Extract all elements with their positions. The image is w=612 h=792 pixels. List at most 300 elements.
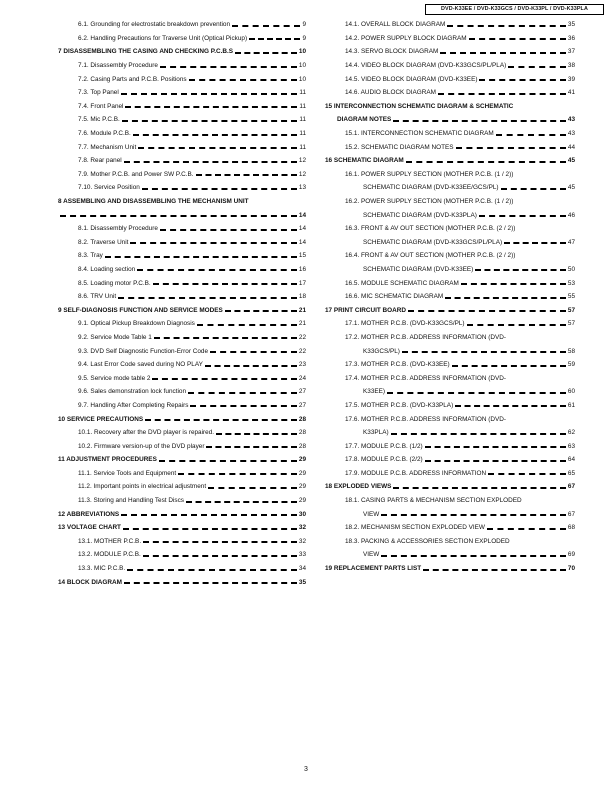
toc-entry-page: 14 xyxy=(298,211,306,219)
toc-leader-dots xyxy=(142,188,297,190)
toc-entry-page: 36 xyxy=(567,34,575,42)
toc-entry-title: 7.6. Module P.C.B. xyxy=(78,130,131,138)
toc-leader-dots xyxy=(456,147,566,149)
toc-entry[interactable] xyxy=(325,100,575,114)
toc-entry[interactable] xyxy=(58,507,306,521)
toc-leader-dots xyxy=(188,392,297,394)
toc-entry-title: 17.4. MOTHER P.C.B. ADDRESS INFORMATION (DVD- xyxy=(345,374,506,382)
toc-entry[interactable] xyxy=(58,32,306,46)
toc-entry-title: 14.3. SERVO BLOCK DIAGRAM xyxy=(345,48,439,56)
toc-entry[interactable] xyxy=(58,72,306,86)
toc-entry[interactable] xyxy=(325,507,575,521)
toc-leader-dots xyxy=(154,337,297,339)
toc-entry-title: 17.3. MOTHER P.C.B. (DVD-K33EE) xyxy=(345,361,450,369)
toc-entry-page: 43 xyxy=(567,130,575,138)
toc-leader-dots xyxy=(508,66,566,68)
toc-leader-dots xyxy=(501,188,566,190)
toc-entry[interactable] xyxy=(325,263,575,277)
toc-leader-dots xyxy=(152,378,296,380)
toc-leader-dots xyxy=(189,79,297,81)
toc-entry[interactable] xyxy=(325,276,575,290)
toc-entry[interactable] xyxy=(325,32,575,46)
toc-entry-title: 11.3. Storing and Handling Test Discs xyxy=(78,497,184,505)
toc-leader-dots xyxy=(467,324,566,326)
toc-entry[interactable] xyxy=(58,548,306,562)
toc-entry-title: 7 DISASSEMBLING THE CASING AND CHECKING P.C.B.S xyxy=(58,48,234,56)
toc-leader-dots xyxy=(479,79,565,81)
toc-entry-title: 13.1. MOTHER P.C.B. xyxy=(78,537,142,545)
toc-entry-title: 10 SERVICE PRECAUTIONS xyxy=(58,415,144,423)
toc-leader-dots xyxy=(391,433,566,435)
toc-entry-title: 16.4. FRONT & AV OUT SECTION (MOTHER P.C.B. (2 / 2)) xyxy=(345,252,516,260)
toc-entry-title: 15.2. SCHEMATIC DIAGRAM NOTES xyxy=(345,143,454,151)
toc-entry[interactable] xyxy=(58,385,306,399)
toc-leader-dots xyxy=(122,120,298,122)
toc-entry-title: SCHEMATIC DIAGRAM (DVD-K33EE/GCS/PL) xyxy=(363,184,499,192)
toc-entry-page: 65 xyxy=(567,469,575,477)
toc-leader-dots xyxy=(137,269,297,271)
toc-entry-page: 50 xyxy=(567,265,575,273)
toc-entry[interactable] xyxy=(58,100,306,114)
toc-entry-page: 11 xyxy=(299,89,306,97)
toc-leader-dots xyxy=(133,134,298,136)
toc-entry-page: 13 xyxy=(298,184,306,192)
toc-entry-page: 30 xyxy=(298,510,306,518)
toc-entry-page: 32 xyxy=(298,524,306,532)
toc-entry[interactable] xyxy=(58,426,306,440)
toc-entry-page: 29 xyxy=(298,456,306,464)
toc-entry-page: 28 xyxy=(298,442,306,450)
toc-entry-title: 9.2. Service Mode Table 1 xyxy=(78,333,152,341)
toc-leader-dots xyxy=(408,310,566,312)
toc-leader-dots xyxy=(479,215,566,217)
toc-entry-page: 14 xyxy=(298,238,306,246)
toc-entry[interactable] xyxy=(325,358,575,372)
toc-entry[interactable] xyxy=(325,236,575,250)
toc-entry-page: 67 xyxy=(567,483,575,491)
page-number: 3 xyxy=(304,766,308,773)
toc-entry[interactable] xyxy=(325,303,575,317)
toc-entry-page: 22 xyxy=(298,347,306,355)
toc-entry-page: 34 xyxy=(298,565,306,573)
toc-entry-page: 14 xyxy=(298,225,306,233)
toc-entry[interactable] xyxy=(325,494,575,508)
toc-entry-page: 58 xyxy=(567,347,575,355)
toc-entry[interactable] xyxy=(325,72,575,86)
toc-entry-title: 7.3. Top Panel xyxy=(78,89,119,97)
toc-entry[interactable] xyxy=(58,236,306,250)
toc-entry-page: 29 xyxy=(298,483,306,491)
toc-entry-page: 35 xyxy=(567,21,575,29)
toc-entry-title: 14.2. POWER SUPPLY BLOCK DIAGRAM xyxy=(345,34,467,42)
toc-entry-title: 9.1. Optical Pickup Breakdown Diagnosis xyxy=(78,320,195,328)
toc-entry-page: 45 xyxy=(567,157,575,165)
toc-leader-dots xyxy=(127,569,297,571)
toc-leader-dots xyxy=(232,25,300,27)
toc-entry[interactable] xyxy=(325,140,575,154)
toc-entry-page: 38 xyxy=(567,62,575,70)
toc-leader-dots xyxy=(440,52,566,54)
toc-entry[interactable] xyxy=(325,344,575,358)
toc-entry-title: 7.5. Mic P.C.B. xyxy=(78,116,120,124)
toc-entry[interactable] xyxy=(325,453,575,467)
toc-entry[interactable] xyxy=(325,168,575,182)
toc-entry-title: 8.6. TRV Unit xyxy=(78,293,117,301)
toc-entry[interactable] xyxy=(58,290,306,304)
toc-leader-dots xyxy=(178,473,297,475)
toc-entry-title: SCHEMATIC DIAGRAM (DVD-K33GCS/PL/PLA) xyxy=(363,238,503,246)
toc-entry[interactable] xyxy=(325,480,575,494)
toc-entry-title: 7.1. Disassembly Procedure xyxy=(78,62,158,70)
toc-leader-dots xyxy=(160,229,297,231)
toc-entry[interactable] xyxy=(325,331,575,345)
toc-leader-dots xyxy=(496,134,566,136)
toc-entry[interactable] xyxy=(325,86,575,100)
toc-leader-dots xyxy=(452,365,566,367)
toc-entry-title: SCHEMATIC DIAGRAM (DVD-K33PLA) xyxy=(363,211,477,219)
toc-leader-dots xyxy=(381,514,566,516)
toc-entry-title: 7.8. Rear panel xyxy=(78,157,122,165)
toc-entry-page: 39 xyxy=(567,75,575,83)
toc-leader-dots xyxy=(143,541,297,543)
toc-leader-dots xyxy=(121,93,298,95)
toc-leader-dots xyxy=(124,161,297,163)
toc-entry[interactable] xyxy=(58,412,306,426)
toc-leader-dots xyxy=(487,528,566,530)
toc-entry-page: 9 xyxy=(302,21,306,29)
toc-entry-page: 46 xyxy=(567,211,575,219)
toc-entry-page: 59 xyxy=(567,361,575,369)
toc-entry[interactable] xyxy=(58,399,306,413)
toc-entry-title: 18.2. MECHANISM SECTION EXPLODED VIEW xyxy=(345,524,485,532)
toc-entry[interactable] xyxy=(325,195,575,209)
toc-entry[interactable] xyxy=(58,344,306,358)
toc-entry-title: 16.1. POWER SUPPLY SECTION (MOTHER P.C.B. (1 / 2)) xyxy=(345,170,514,178)
toc-entry-page: 44 xyxy=(567,143,575,151)
toc-entry[interactable] xyxy=(58,453,306,467)
toc-leader-dots xyxy=(130,242,296,244)
toc-entry-page: 21 xyxy=(298,320,306,328)
toc-entry[interactable] xyxy=(58,222,306,236)
model-header-tag: DVD-K33EE / DVD-K33GCS / DVD-K33PL / DVD-K33PLA xyxy=(425,4,604,15)
toc-entry[interactable] xyxy=(58,562,306,576)
toc-entry[interactable] xyxy=(325,426,575,440)
toc-entry-title: 6.1. Grounding for electrostatic breakdown prevention xyxy=(78,21,231,29)
toc-entry[interactable] xyxy=(58,140,306,154)
toc-entry-page: 27 xyxy=(298,388,306,396)
toc-entry-page: 61 xyxy=(567,401,575,409)
toc-entry-title: 16 SCHEMATIC DIAGRAM xyxy=(325,157,404,165)
toc-entry[interactable] xyxy=(325,562,575,576)
toc-leader-dots xyxy=(196,174,297,176)
toc-entry-title: 13.3. MIC P.C.B. xyxy=(78,565,126,573)
toc-leader-dots xyxy=(447,25,566,27)
toc-entry-title: 13.2. MODULE P.C.B. xyxy=(78,551,141,559)
toc-leader-dots xyxy=(208,487,297,489)
toc-leader-dots xyxy=(105,256,297,258)
toc-entry-title: 16.6. MIC SCHEMATIC DIAGRAM xyxy=(345,293,444,301)
toc-entry[interactable] xyxy=(58,439,306,453)
toc-entry-title: 12 ABBREVIATIONS xyxy=(58,510,120,518)
toc-entry-page: 22 xyxy=(298,333,306,341)
toc-entry-title: 7.7. Mechanism Unit xyxy=(78,143,137,151)
toc-entry-page: 57 xyxy=(567,320,575,328)
toc-entry-title: 14.6. AUDIO BLOCK DIAGRAM xyxy=(345,89,436,97)
toc-entry-title: DIAGRAM NOTES xyxy=(337,116,392,124)
toc-entry-title: 17.8. MODULE P.C.B. (2/2) xyxy=(345,456,423,464)
toc-entry-page: 21 xyxy=(298,306,306,314)
toc-entry-page: 23 xyxy=(298,361,306,369)
toc-leader-dots xyxy=(197,324,297,326)
toc-entry-page: 18 xyxy=(298,293,306,301)
toc-entry-title: K33GCS/PL) xyxy=(363,347,400,355)
toc-entry[interactable] xyxy=(58,467,306,481)
toc-entry-title: 14.4. VIDEO BLOCK DIAGRAM (DVD-K33GCS/PL/PLA) xyxy=(345,62,507,70)
toc-entry-title: 11.1. Service Tools and Equipment xyxy=(78,469,177,477)
toc-entry-page: 16 xyxy=(298,265,306,273)
toc-entry[interactable] xyxy=(58,358,306,372)
toc-entry-title: 15.1. INTERCONNECTION SCHEMATIC DIAGRAM xyxy=(345,130,494,138)
toc-entry-title: 17.7. MODULE P.C.B. (1/2) xyxy=(345,442,423,450)
toc-entry[interactable] xyxy=(325,181,575,195)
toc-leader-dots xyxy=(469,38,566,40)
toc-entry[interactable] xyxy=(58,331,306,345)
toc-leader-dots xyxy=(235,52,297,54)
toc-entry-page: 27 xyxy=(298,401,306,409)
toc-entry[interactable] xyxy=(58,303,306,317)
toc-entry-title: 13 VOLTAGE CHART xyxy=(58,524,121,532)
toc-entry-title: K33EE) xyxy=(363,388,386,396)
toc-entry[interactable] xyxy=(58,276,306,290)
toc-entry-title: 9.3. DVD Self Diagnostic Function-Error Code xyxy=(78,347,208,355)
toc-leader-dots xyxy=(504,242,566,244)
toc-entry-page: 43 xyxy=(567,116,575,124)
toc-entry-title: 8.2. Traverse Unit xyxy=(78,238,129,246)
toc-leader-dots xyxy=(121,514,297,516)
toc-entry-page: 10 xyxy=(298,62,306,70)
toc-leader-dots xyxy=(125,106,297,108)
toc-entry-title: 14 BLOCK DIAGRAM xyxy=(58,578,122,586)
toc-entry-page: 70 xyxy=(567,565,575,573)
toc-entry-title: 14.1. OVERALL BLOCK DIAGRAM xyxy=(345,21,446,29)
toc-entry-title: 19 REPLACEMENT PARTS LIST xyxy=(325,565,422,573)
toc-leader-dots xyxy=(145,419,297,421)
toc-entry-page: 24 xyxy=(298,374,306,382)
toc-entry-title: 17.2. MOTHER P.C.B. ADDRESS INFORMATION (DVD- xyxy=(345,333,506,341)
toc-entry-title: 16.2. POWER SUPPLY SECTION (MOTHER P.C.B. (1 / 2)) xyxy=(345,198,514,206)
toc-entry-title: 16.5. MODULE SCHEMATIC DIAGRAM xyxy=(345,279,459,287)
toc-leader-dots xyxy=(423,569,566,571)
toc-entry-page: 12 xyxy=(298,170,306,178)
toc-entry[interactable] xyxy=(58,521,306,535)
toc-entry-title: 9.6. Sales demonstration lock function xyxy=(78,388,186,396)
toc-entry-title: 18.3. PACKING & ACCESSORIES SECTION EXPLODED xyxy=(345,537,510,545)
toc-entry-title: 8 ASSEMBLING AND DISASSEMBLING THE MECHANISM UNIT xyxy=(58,198,249,206)
toc-leader-dots xyxy=(475,269,566,271)
toc-entry[interactable] xyxy=(325,59,575,73)
toc-entry[interactable] xyxy=(325,521,575,535)
toc-entry-title: 7.10. Service Position xyxy=(78,184,140,192)
toc-entry-page: 11 xyxy=(299,116,306,124)
toc-entry-title: 7.9. Mother P.C.B. and Power SW P.C.B. xyxy=(78,170,194,178)
toc-entry-title: 8.4. Loading section xyxy=(78,265,136,273)
toc-leader-dots xyxy=(210,351,297,353)
toc-entry-page: 57 xyxy=(567,306,575,314)
toc-leader-dots xyxy=(153,283,297,285)
toc-entry[interactable] xyxy=(325,371,575,385)
toc-entry[interactable] xyxy=(325,113,575,127)
toc-entry-title: 6.2. Handling Precautions for Traverse Unit (Optical Pickup) xyxy=(78,34,248,42)
toc-entry[interactable] xyxy=(325,208,575,222)
toc-entry-title: 10.1. Recovery after the DVD player is repaired. xyxy=(78,429,215,437)
toc-entry-title: VIEW xyxy=(363,551,380,559)
toc-entry-page: 45 xyxy=(567,184,575,192)
toc-entry-title: 16.3. FRONT & AV OUT SECTION (MOTHER P.C.B. (2 / 2)) xyxy=(345,225,516,233)
toc-entry-page: 32 xyxy=(298,537,306,545)
toc-leader-dots xyxy=(455,405,566,407)
toc-entry-page: 41 xyxy=(567,89,575,97)
toc-entry[interactable] xyxy=(58,317,306,331)
toc-entry[interactable] xyxy=(58,154,306,168)
toc-leader-dots xyxy=(138,147,297,149)
toc-entry[interactable] xyxy=(58,59,306,73)
toc-entry-page: 60 xyxy=(567,388,575,396)
toc-entry-title: 17.1. MOTHER P.C.B. (DVD-K33GCS/PL) xyxy=(345,320,465,328)
toc-entry-page: 62 xyxy=(567,429,575,437)
toc-entry-title: K33PLA) xyxy=(363,429,389,437)
toc-entry-page: 9 xyxy=(302,34,306,42)
toc-leader-dots xyxy=(425,460,566,462)
toc-leader-dots xyxy=(159,460,297,462)
toc-entry[interactable] xyxy=(58,249,306,263)
toc-leader-dots xyxy=(160,66,297,68)
toc-entry[interactable] xyxy=(325,399,575,413)
toc-entry-page: 33 xyxy=(298,551,306,559)
toc-entry[interactable] xyxy=(325,127,575,141)
toc-entry-page: 12 xyxy=(298,157,306,165)
toc-entry[interactable] xyxy=(325,412,575,426)
toc-leader-dots xyxy=(60,215,297,217)
toc-entry-title: 18 EXPLODED VIEWS xyxy=(325,483,392,491)
toc-entry[interactable] xyxy=(58,86,306,100)
toc-leader-dots xyxy=(461,283,566,285)
toc-entry-page: 11 xyxy=(299,130,306,138)
toc-entry-title: 10.2. Firmware version-up of the DVD player xyxy=(78,442,205,450)
toc-entry[interactable] xyxy=(325,222,575,236)
toc-entry[interactable] xyxy=(325,317,575,331)
toc-entry[interactable] xyxy=(325,45,575,59)
toc-leader-dots xyxy=(425,446,566,448)
toc-entry[interactable] xyxy=(58,494,306,508)
toc-entry-page: 11 xyxy=(299,102,306,110)
toc-leader-dots xyxy=(124,582,297,584)
toc-entry[interactable] xyxy=(58,195,306,209)
toc-entry-page: 67 xyxy=(567,510,575,518)
toc-leader-dots xyxy=(186,501,297,503)
toc-entry[interactable] xyxy=(325,249,575,263)
toc-leader-dots xyxy=(438,93,566,95)
toc-entry-page: 15 xyxy=(298,252,306,260)
toc-right-column xyxy=(325,18,575,575)
toc-leader-dots xyxy=(143,555,297,557)
toc-entry-page: 64 xyxy=(567,456,575,464)
toc-entry[interactable] xyxy=(58,168,306,182)
toc-entry[interactable] xyxy=(58,575,306,589)
toc-entry-page: 35 xyxy=(298,578,306,586)
toc-entry-page: 55 xyxy=(567,293,575,301)
toc-entry-page: 29 xyxy=(298,469,306,477)
toc-entry-title: 9.4. Last Error Code saved during NO PLAY xyxy=(78,361,203,369)
toc-entry-page: 17 xyxy=(298,279,306,287)
toc-entry-title: 15 INTERCONNECTION SCHEMATIC DIAGRAM & SCHEMATIC xyxy=(325,102,514,110)
toc-entry[interactable] xyxy=(58,113,306,127)
toc-entry[interactable] xyxy=(58,263,306,277)
toc-entry-title: 11.2. Important points in electrical adjustment xyxy=(78,483,207,491)
toc-leader-dots xyxy=(402,351,566,353)
toc-entry-title: VIEW xyxy=(363,510,380,518)
toc-entry[interactable] xyxy=(325,467,575,481)
toc-entry[interactable] xyxy=(58,208,306,222)
toc-entry-page: 37 xyxy=(567,48,575,56)
toc-leader-dots xyxy=(488,473,566,475)
toc-entry-page: 29 xyxy=(298,497,306,505)
toc-entry[interactable] xyxy=(325,385,575,399)
toc-leader-dots xyxy=(406,161,566,163)
toc-entry-title: 9.5. Service mode table 2 xyxy=(78,374,151,382)
toc-entry[interactable] xyxy=(325,439,575,453)
toc-entry[interactable] xyxy=(325,535,575,549)
toc-entry-title: 11 ADJUSTMENT PROCEDURES xyxy=(58,456,157,464)
toc-entry[interactable] xyxy=(325,290,575,304)
toc-entry[interactable] xyxy=(325,154,575,168)
toc-leader-dots xyxy=(205,365,297,367)
toc-entry[interactable] xyxy=(325,548,575,562)
toc-entry[interactable] xyxy=(58,45,306,59)
toc-entry-page: 68 xyxy=(567,524,575,532)
toc-entry[interactable] xyxy=(58,535,306,549)
toc-entry-title: 7.4. Front Panel xyxy=(78,102,124,110)
toc-entry[interactable] xyxy=(58,181,306,195)
toc-entry-title: 14.5. VIDEO BLOCK DIAGRAM (DVD-K33EE) xyxy=(345,75,478,83)
toc-entry-page: 28 xyxy=(298,415,306,423)
toc-entry-title: 17.9. MODULE P.C.B. ADDRESS INFORMATION xyxy=(345,469,487,477)
toc-entry[interactable] xyxy=(325,18,575,32)
toc-leader-dots xyxy=(249,38,300,40)
toc-leader-dots xyxy=(393,120,566,122)
toc-left-column xyxy=(58,18,306,589)
toc-entry-title: 8.5. Loading motor P.C.B. xyxy=(78,279,151,287)
toc-entry-page: 63 xyxy=(567,442,575,450)
toc-leader-dots xyxy=(393,487,565,489)
toc-entry[interactable] xyxy=(58,18,306,32)
toc-leader-dots xyxy=(190,405,296,407)
toc-entry-page: 11 xyxy=(299,143,306,151)
toc-entry-page: 53 xyxy=(567,279,575,287)
toc-entry-title: 7.2. Casing Parts and P.C.B. Positions xyxy=(78,75,187,83)
toc-leader-dots xyxy=(381,555,566,557)
toc-entry[interactable] xyxy=(58,127,306,141)
toc-entry-page: 47 xyxy=(567,238,575,246)
toc-leader-dots xyxy=(225,310,297,312)
toc-leader-dots xyxy=(445,297,566,299)
toc-entry-title: SCHEMATIC DIAGRAM (DVD-K33EE) xyxy=(363,265,474,273)
toc-entry-title: 9.7. Handling After Completing Repairs xyxy=(78,401,189,409)
toc-entry-page: 28 xyxy=(298,429,306,437)
toc-entry-title: 17.5. MOTHER P.C.B. (DVD-K33PLA) xyxy=(345,401,454,409)
toc-entry[interactable] xyxy=(58,371,306,385)
toc-entry[interactable] xyxy=(58,480,306,494)
toc-leader-dots xyxy=(123,528,297,530)
